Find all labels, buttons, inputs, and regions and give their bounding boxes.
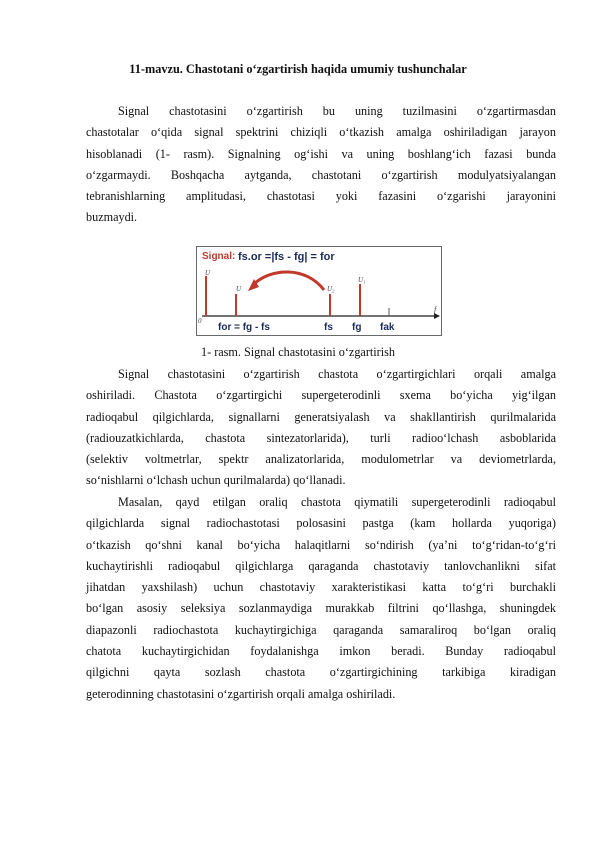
fs-label: fs	[324, 322, 333, 333]
signal-frequency-figure	[196, 246, 442, 336]
text-line: qilgichlarda signal radiochastotasi polosasini pastga (kam hollarda yuqoriga)	[86, 516, 556, 531]
fak-label: fak	[380, 322, 395, 333]
formula-bottom: for = fg - fs	[218, 322, 270, 333]
text-line: qilgichni qayta sozlash chastota o‘zgartirgichining tarkibiga kiradigan	[86, 665, 556, 680]
origin-label: 0	[198, 317, 202, 325]
text-line: Signal chastotasini o‘zgartirish bu uning tuzilmasini o‘zgartirmasdan	[118, 104, 556, 118]
u-axis-label: U	[205, 269, 211, 277]
text-line: tebranishlarning amplitudasi, chastotasi yoki fazasini o‘zgarishi jarayonini	[86, 189, 556, 204]
formula-top: fs.or =|fs - fg| = for	[238, 251, 335, 263]
paragraph-1	[86, 101, 556, 229]
text-line: geterodinning chastotasini o‘zgartirish orqali amalga oshiriladi.	[86, 686, 396, 701]
text-line: jihatdan yaxshilash) uchun chastotaviy xarakteristikasi katta to‘g‘ri burchakli	[86, 580, 556, 595]
text-line: radioqabul qilgichlarda, signallarni generatsiyalash va shakllantirish qurilmalarida	[86, 409, 556, 424]
text-line: hisoblanadi (1- rasm). Signalning og‘ishi va uning boshlang‘ich fazasi bunda	[86, 146, 556, 161]
text-line: chastotalar o‘qida signal spektrini chiziqli o‘tkazish amalga oshiriladigan jarayon	[86, 125, 556, 140]
u-left-label: U	[236, 285, 242, 293]
text-line: Signal chastotasini o‘zgartirish chastota o‘zgartirgichlari orqali amalga	[118, 367, 556, 381]
page-title: 11-mavzu. Chastotani o‘zgartirish haqida umumiy tushunchalar	[129, 62, 467, 76]
text-line: buzmaydi.	[86, 210, 138, 225]
text-line: Masalan, qayd etilgan oraliq chastota qiymatili supergeterodinli radioqabul	[118, 495, 556, 509]
u1-label: U₁	[358, 276, 366, 284]
text-line: oshiriladi. Chastota o‘zgartirgichi supergeterodinli sxema bo‘yicha yig‘ilgan	[86, 388, 556, 403]
text-line: bo‘lgan asosiy seleksiya sozlanmaydiga murakkab filtrini qo‘llashga, shuningdek	[86, 601, 556, 616]
figure-caption: 1- rasm. Signal chastotasini o‘zgartirish	[201, 345, 395, 359]
paragraph-3	[86, 492, 556, 705]
text-line: kuchaytirishli radioqabul qilgichlarga qaraganda chastotaviy tanlovchanlikni sifat	[86, 558, 556, 573]
u2-label: U₂	[327, 285, 335, 293]
text-line: o‘tkazish qo‘shni kanal bo‘yicha halaqitlarni so‘ndirish (ya’ni to‘g‘ridan-to‘g‘ri	[86, 537, 556, 552]
text-line: so‘nishlarni o‘lchash uchun qurilmalarda) qo‘llanadi.	[86, 473, 346, 488]
text-line: diapazonli radiochastota kuchaytirgichiga qaraganda samaraliroq bo‘lgan oraliq	[86, 622, 556, 637]
fg-label: fg	[352, 322, 362, 333]
text-line: o‘zgarmaydi. Boshqacha aytganda, chastotani o‘zgartirish modulyatsiyalangan	[86, 167, 556, 182]
axis-f-label: f	[434, 305, 437, 314]
signal-label: Signal:	[202, 251, 236, 262]
text-line: (selektiv voltmetrlar, spektr analizatorlarida, modulometrlar va deviometrlarda,	[86, 452, 556, 467]
paragraph-2	[86, 364, 556, 492]
text-line: (radiouzatkichlarda, chastota sintezatorlarida), turli radioo‘lchash asboblarida	[86, 430, 556, 445]
text-line: chatota kuchaytirgichidan foydalanishga imkon beradi. Bunday radioqabul	[86, 644, 556, 659]
